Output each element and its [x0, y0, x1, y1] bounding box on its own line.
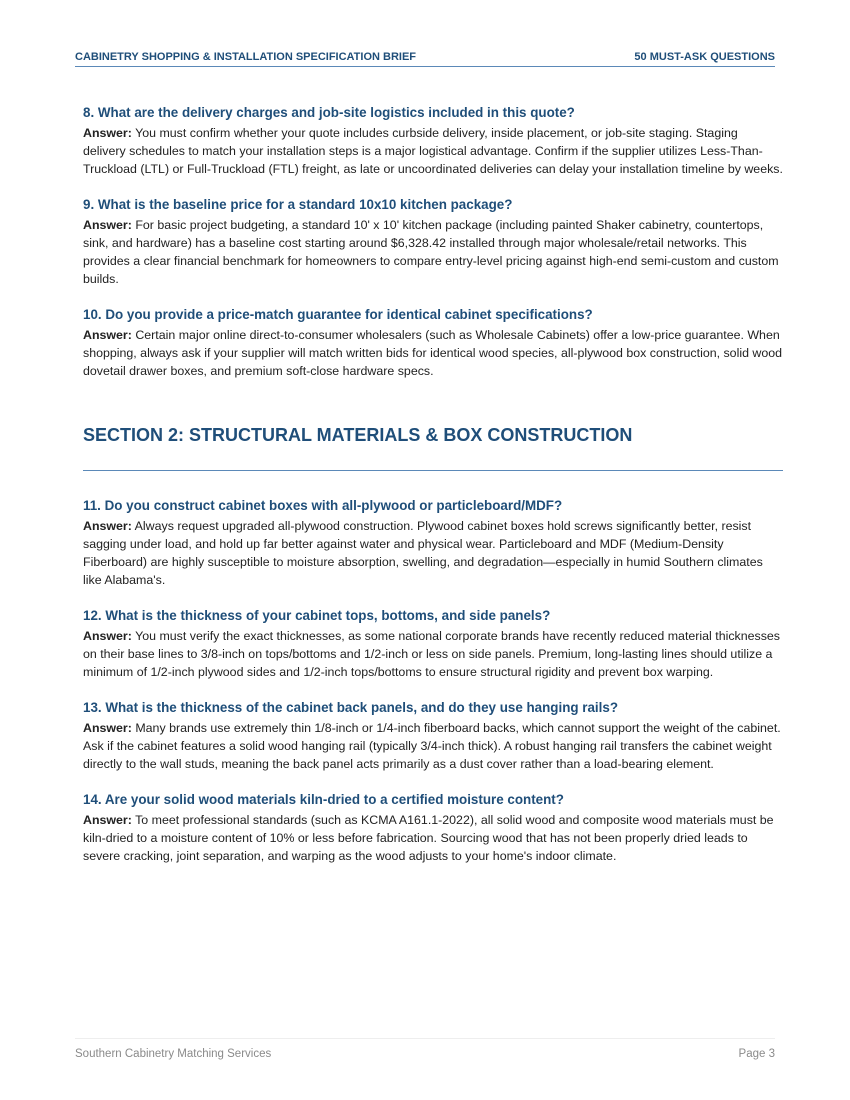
- section-divider: [83, 470, 783, 471]
- answer-label: Answer:: [83, 629, 132, 643]
- page-header: [75, 51, 775, 67]
- answer-body: You must verify the exact thicknesses, as some national corporate brands have recently reduced material thicknesses on their base lines to 3/8-inch on tops/bottoms and 1/2-inch or less on side panels. Premium, long-lasting lines should utilize a minimum of 1/2-inch plywood sides and 1/2-inch tops/bottoms to ensure structural rigidity and prevent box warping.: [83, 629, 780, 679]
- question-block: [83, 791, 783, 865]
- footer-company: Southern Cabinetry Matching Services: [75, 1048, 272, 1060]
- answer-label: Answer:: [83, 218, 132, 232]
- answer-label: Answer:: [83, 328, 132, 342]
- question-heading: 12. What is the thickness of your cabinet tops, bottoms, and side panels?: [83, 608, 551, 623]
- question-heading: 11. Do you construct cabinet boxes with all-plywood or particleboard/MDF?: [83, 498, 563, 513]
- answer-text: [83, 719, 783, 773]
- answer-label: Answer:: [83, 126, 132, 140]
- answer-body: Certain major online direct-to-consumer wholesalers (such as Wholesale Cabinets) offer a low-price guarantee. When shopping, always ask if your supplier will match written bids for identical wood species, all-plywood box construction, solid wood dovetail drawer boxes, and premium soft-close hardware specs.: [83, 328, 783, 378]
- question-heading: 14. Are your solid wood materials kiln-dried to a certified moisture content?: [83, 792, 564, 807]
- answer-body: Many brands use extremely thin 1/8-inch or 1/4-inch fiberboard backs, which cannot support the weight of the cabinet. Ask if the cabinet features a solid wood hanging rail (typically 3/4-inch thick). A robust hanging rail transfers the cabinet weight directly to the wall studs, meaning the back panel acts primarily as a dust cover rather than a load-bearing element.: [83, 721, 781, 771]
- question-block: [83, 699, 783, 773]
- answer-label: Answer:: [83, 721, 132, 735]
- question-heading: 8. What are the delivery charges and job-site logistics included in this quote?: [83, 105, 575, 120]
- answer-body: For basic project budgeting, a standard 10' x 10' kitchen package (including painted Shaker cabinetry, countertops, sink, and hardware) has a baseline cost starting around $6,328.42 installed through major wholesale/retail networks. This provides a clear financial benchmark for homeowners to compare entry-level pricing against high-end semi-custom and custom builds.: [83, 218, 779, 286]
- answer-text: [83, 124, 783, 178]
- question-block: [83, 196, 783, 288]
- question-block: [83, 104, 783, 178]
- answer-label: Answer:: [83, 519, 132, 533]
- question-block: [83, 497, 783, 589]
- answer-body: To meet professional standards (such as KCMA A161.1-2022), all solid wood and composite wood materials must be kiln-dried to a moisture content of 10% or less before fabrication. Sourcing wood that has not been properly dried leads to severe cracking, joint separation, and warping as the wood adjusts to your home's indoor climate.: [83, 813, 774, 863]
- answer-label: Answer:: [83, 813, 132, 827]
- answer-text: [83, 326, 783, 380]
- section-title: SECTION 2: STRUCTURAL MATERIALS & BOX CONSTRUCTION: [83, 425, 633, 445]
- question-heading: 13. What is the thickness of the cabinet back panels, and do they use hanging rails?: [83, 700, 619, 715]
- answer-body: You must confirm whether your quote includes curbside delivery, inside placement, or job-site staging. Staging delivery schedules to match your installation steps is a major logistical advantage. Confirm if the supplier utilizes Less-Than-Truckload (LTL) or Full-Truckload (FTL) freight, as late or uncoordinated deliveries can delay your installation timeline by weeks.: [83, 126, 783, 176]
- question-heading: 9. What is the baseline price for a standard 10x10 kitchen package?: [83, 197, 513, 212]
- answer-text: [83, 627, 783, 681]
- answer-text: [83, 517, 783, 589]
- page-footer: [75, 1038, 775, 1060]
- question-block: [83, 306, 783, 380]
- header-subtitle: 50 MUST-ASK QUESTIONS: [634, 51, 775, 63]
- question-heading: 10. Do you provide a price-match guarantee for identical cabinet specifications?: [83, 307, 593, 322]
- page-content: [83, 104, 783, 883]
- answer-text: [83, 811, 783, 865]
- header-title: CABINETRY SHOPPING & INSTALLATION SPECIFICATION BRIEF: [75, 51, 417, 63]
- answer-body: Always request upgraded all-plywood construction. Plywood cabinet boxes hold screws significantly better, resist sagging under load, and hold up far better against water and physical wear. Particleboard and MDF (Medium-Density Fiberboard) are highly susceptible to moisture absorption, swelling, and degradation—especially in humid Southern climates like Alabama's.: [83, 519, 763, 587]
- question-block: [83, 607, 783, 681]
- answer-text: [83, 216, 783, 288]
- page-number: Page 3: [738, 1048, 775, 1060]
